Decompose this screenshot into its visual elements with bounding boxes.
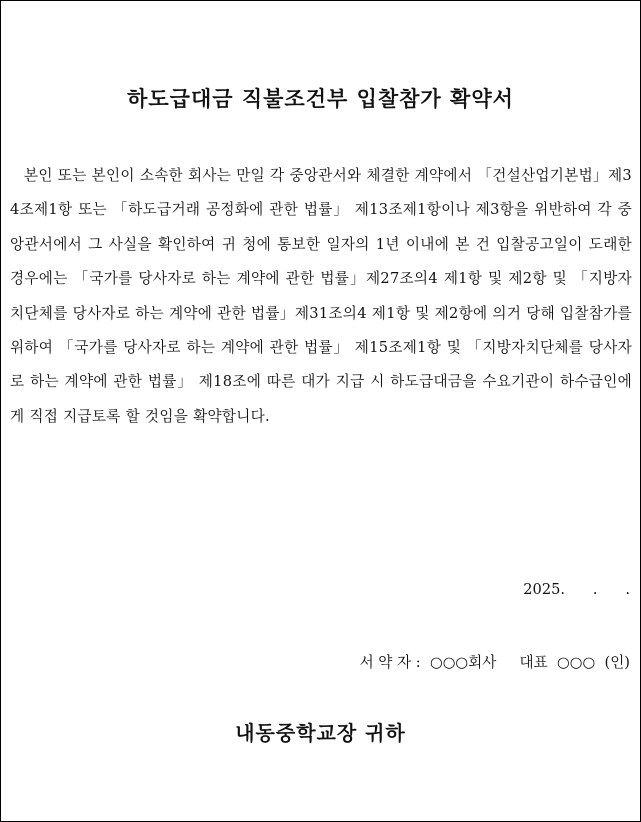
pledge-body: 본인 또는 본인이 소속한 회사는 만일 각 중앙관서와 체결한 계약에서 「건설산업기본법」제34조제1항 또는 「하도급거래 공정화에 관한 법률」 제13조제1항이나 제3항을 위반하여 각 중앙관서에서 그 사실을 확인하여 귀 청에 통보한 일자의 1년 이내에 본 건 입찰공고일이 도래한 경우에는 「국가를 당사자로 하는 계약에 관한 법률」제27조의4 제1항 및 제2항 및 「지방자치단체를 당사자로 하는 계약에 관한 법률」제31조의4 제1항 및 제2항에 의거 당해 입찰참가를 위하여 「국가를 당사자로 하는 계약에 관한 법률」 제15조제1항 및 「지방자치단체를 당사자로 하는 계약에 관한 법률」 제18조에 따른 대가 지급 시 하도급대금을 수요기관이 하수급인에게 직접 지급토록 할 것임을 확약합니다. (10, 167, 632, 425)
document-date: 2025. . . (523, 581, 630, 598)
addressee: 내동중학교장 귀하 (235, 721, 406, 745)
signer-line: 서 약 자 : ○○○회사 대표 ○○○ (인) (359, 654, 630, 671)
document-title: 하도급대금 직불조건부 입찰참가 확약서 (127, 86, 514, 111)
